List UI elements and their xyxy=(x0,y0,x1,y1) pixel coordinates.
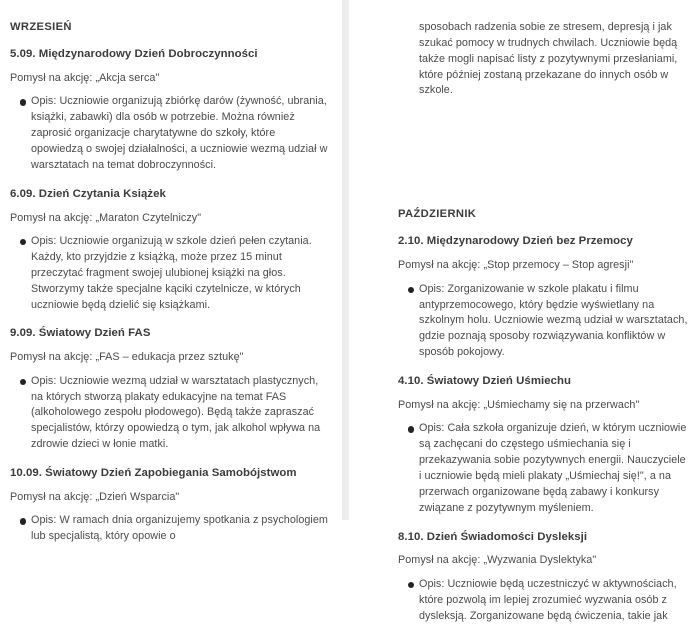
event-entry xyxy=(398,530,688,625)
event-entry xyxy=(398,374,688,517)
event-entry xyxy=(10,326,328,453)
right-column xyxy=(349,0,700,638)
continuation-paragraph: sposobach radzenia sobie ze stresem, depresją i jak szukać pomocy w trudnych chwilach. Uczniowie będą także mogli napisać listy z pozytywnymi przesłaniami, które później zostaną przekazane do innych osób w szkole. xyxy=(419,21,678,97)
bullet-dot-icon xyxy=(408,287,414,293)
column-divider xyxy=(342,0,349,520)
bullet-dot-icon xyxy=(20,379,26,385)
event-heading: 2.10. Międzynarodowy Dzień bez Przemocy xyxy=(398,235,633,248)
event-heading: 5.09. Międzynarodowy Dzień Dobroczynności xyxy=(10,48,258,60)
event-idea-line: Pomysł na akcję: „Akcja serca" xyxy=(10,71,160,84)
event-description-text: Opis: W ramach dnia organizujemy spotkania z psychologiem lub specjalistą, który opowie o xyxy=(31,514,328,543)
event-description xyxy=(10,94,328,173)
event-entry xyxy=(10,47,328,174)
left-column xyxy=(0,0,342,558)
event-description-text: Opis: Uczniowie wezmą udział w warsztatach plastycznych, na których stworzą plakaty edukacyjne na temat FAS (alkoholowego zespołu płodowego). Będą także zapraszać specjalistów, którzy opowiedzą o tym, jak alkohol wpływa na zdrowie dzieci w łonie matki. xyxy=(31,374,321,451)
event-description xyxy=(398,282,688,361)
event-heading: 6.09. Dzień Czytania Książek xyxy=(10,187,166,200)
event-description-text: Opis: Cała szkoła organizuje dzień, w którym uczniowie są zachęcani do częstego uśmiechania się i przekazywania sobie pozytywnych energii. Nauczyciele i uczniowie będą mieli plakaty „Uśmiechaj się!", a na przerwach organizowane będą zabawy i konkursy związane z pozytywnym myśleniem. xyxy=(419,422,687,514)
event-description xyxy=(398,421,688,516)
month-heading-pazdziernik: PAŹDZIERNIK xyxy=(398,208,477,221)
event-description xyxy=(10,374,328,453)
event-description xyxy=(10,234,328,313)
event-description-text: Opis: Uczniowie organizują w szkole dzień pełen czytania. Każdy, kto przyjdzie z książką, może przez 15 minut przeczytać fragment swojej ulubionej książki na głos. Stworzymy także specjalne kąciki czytelnicze, w których uczniowie będą dzielić się książkami. xyxy=(31,235,312,311)
month-heading-wrzesien: WRZESIEŃ xyxy=(10,21,72,33)
event-heading: 10.09. Światowy Dzień Zapobiegania Samobójstwom xyxy=(10,467,297,480)
event-description xyxy=(10,513,328,545)
event-idea-line: Pomysł na akcję: „Maraton Czytelniczy" xyxy=(10,211,202,224)
event-idea-line: Pomysł na akcję: „FAS – edukacja przez sztukę" xyxy=(10,351,244,364)
event-entry xyxy=(10,466,328,545)
event-heading: 4.10. Światowy Dzień Uśmiechu xyxy=(398,374,571,387)
event-entry xyxy=(10,187,328,314)
event-idea-line: Pomysł na akcję: „Uśmiechamy się na przerwach" xyxy=(398,398,640,411)
event-idea-line: Pomysł na akcję: „Dzień Wsparcia" xyxy=(10,490,180,503)
event-idea-line: Pomysł na akcję: „Wyzwania Dyslektyka" xyxy=(398,554,597,567)
bullet-dot-icon xyxy=(408,582,414,588)
event-description-text: Opis: Uczniowie organizują zbiórkę darów (żywność, ubrania, książki, zabawki) dla osób w potrzebie. Można również zaprosić organizacje charytatywne do szkoły, które opowiedzą o swojej działalności, a uczniowie wezmą udział w warsztatach na temat dobroczynności. xyxy=(31,95,328,171)
event-heading: 9.09. Światowy Dzień FAS xyxy=(10,327,151,340)
event-heading: 8.10. Dzień Świadomości Dysleksji xyxy=(398,530,588,543)
bullet-dot-icon xyxy=(20,239,26,245)
event-entry xyxy=(398,234,688,361)
event-description-text: Opis: Uczniowie będą uczestniczyć w aktywnościach, które pozwolą im lepiej zrozumieć wyzwania osób z dysleksją. Zorganizowane będą ćwiczenia, takie jak xyxy=(419,577,677,622)
bullet-dot-icon xyxy=(408,426,414,432)
event-idea-line: Pomysł na akcję: „Stop przemocy – Stop agresji" xyxy=(398,259,634,272)
event-description-text: Opis: Zorganizowanie w szkole plakatu i filmu antyprzemocowego, który będzie wyświetlany na szkolnym holu. Uczniowie wezmą udział w warsztatach, gdzie poznają sposoby rozwiązywania konfliktów w sposób pokojowy. xyxy=(419,282,688,359)
event-description xyxy=(398,577,688,625)
bullet-dot-icon xyxy=(20,518,26,524)
bullet-dot-icon xyxy=(20,99,26,105)
